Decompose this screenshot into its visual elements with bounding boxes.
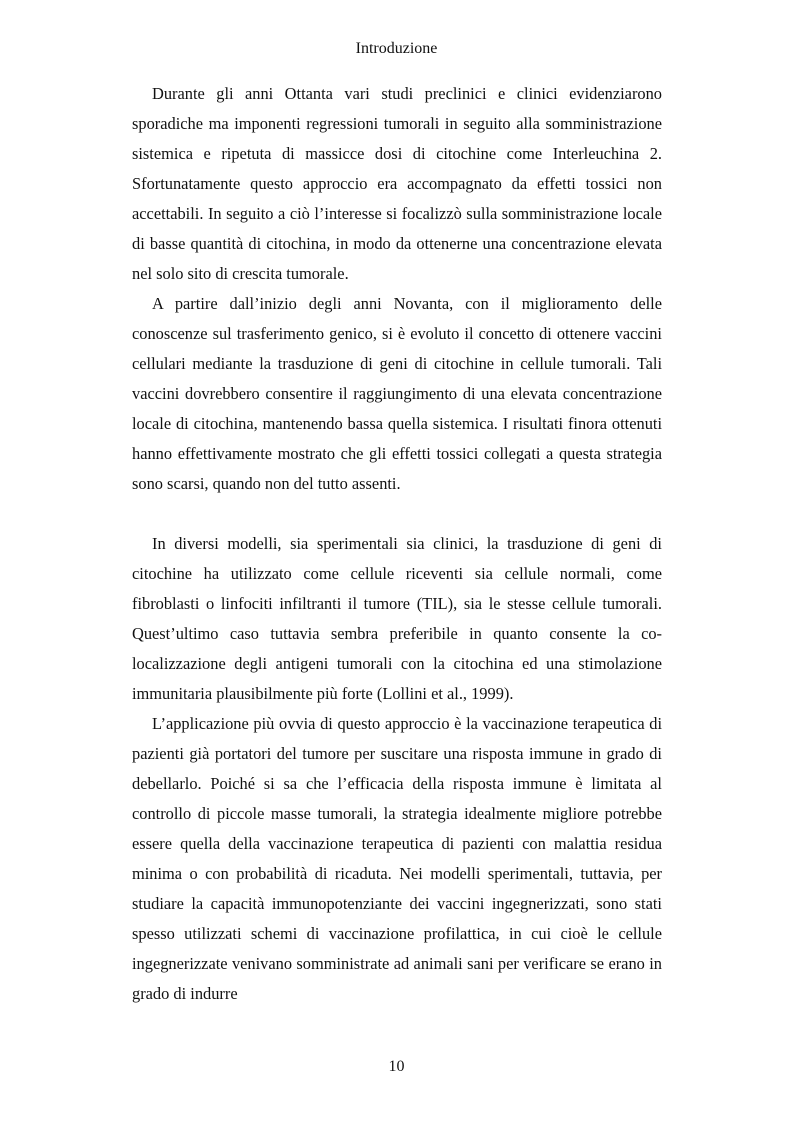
page-number: 10 <box>388 1058 405 1075</box>
paragraph-cytokine-history: Durante gli anni Ottanta vari studi preclinici e clinici evidenziarono sporadiche ma imponenti regressioni tumorali in seguito alla somministrazione sistemica e ripetuta di massicce dosi di citochine come Interleuchina 2. Sfortunatamente questo approccio era accompagnato da effetti tossici non accettabili. In seguito a ciò l’interesse si focalizzò sulla somministrazione locale di basse quantità di citochina, in modo da ottenerne una concentrazione elevata nel solo sito di crescita tumorale. <box>132 84 662 283</box>
running-header: Introduzione <box>355 40 438 57</box>
body-text <box>132 79 662 1009</box>
paragraph-vaccination-strategy: L’applicazione più ovvia di questo approccio è la vaccinazione terapeutica di pazienti già portatori del tumore per suscitare una risposta immune in grado di debellarlo. Poiché si sa che l’efficacia della risposta immune è limitata al controllo di piccole masse tumorali, la strategia idealmente migliore potrebbe essere quella della vaccinazione terapeutica di pazienti con malattia residua minima o con probabilità di ricaduta. Nei modelli sperimentali, tuttavia, per studiare la capacità immunopotenziante dei vaccini ingegnerizzati, sono stati spesso utilizzati schemi di vaccinazione profilattica, in cui cioè le cellule ingegnerizzate venivano somministrate ad animali sani per verificare se erano in grado di indurre <box>132 714 662 1003</box>
paragraph-gene-transfer: A partire dall’inizio degli anni Novanta, con il miglioramento delle conoscenze sul trasferimento genico, si è evoluto il concetto di ottenere vaccini cellulari mediante la trasduzione di geni di citochine in cellule tumorali. Tali vaccini dovrebbero consentire il raggiungimento di una elevata concentrazione locale di citochina, mantenendo bassa quella sistemica. I risultati finora ottenuti hanno effettivamente mostrato che gli effetti tossici collegati a questa strategia sono scarsi, quando non del tutto assenti. <box>132 294 662 493</box>
paragraph-transduction-models: In diversi modelli, sia sperimentali sia clinici, la trasduzione di geni di citochine ha utilizzato come cellule riceventi sia cellule normali, come fibroblasti o linfociti infiltranti il tumore (TIL), sia le stesse cellule tumorali. Quest’ultimo caso tuttavia sembra preferibile in quanto consente la co-localizzazione degli antigeni tumorali con la citochina ed una stimolazione immunitaria plausibilmente più forte (Lollini et al., 1999). <box>132 534 662 703</box>
